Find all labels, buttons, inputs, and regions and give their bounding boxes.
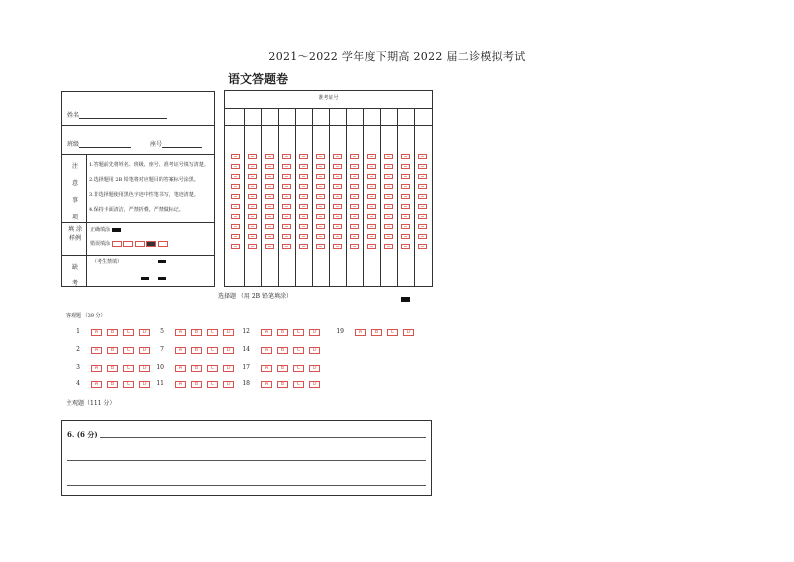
option-c-bubble[interactable]: C [207,347,218,354]
exam-digit-bubble[interactable] [231,194,240,199]
question-number: 10 [156,364,164,371]
exam-digit-bubble[interactable] [384,214,393,219]
option-b-bubble[interactable]: B [107,347,118,354]
option-a-bubble[interactable]: A [175,347,186,354]
note-item: 2.选择题用 2B 铅笔将对应题目的答案标号涂黑。 [89,177,199,183]
exam-digit-bubble[interactable] [401,164,410,169]
question-6-label: 6. (6 分) [67,430,98,439]
option-b-bubble[interactable]: B [107,329,118,336]
exam-digit-bubble[interactable] [299,194,308,199]
exam-digit-bubble[interactable] [384,204,393,209]
option-a-bubble[interactable]: A [175,381,186,388]
option-b-bubble[interactable]: B [191,347,202,354]
exam-digit-bubble[interactable] [418,164,427,169]
exam-digit-bubble[interactable] [418,234,427,239]
option-a-bubble[interactable]: A [355,329,366,336]
exam-digit-bubble[interactable] [265,244,274,249]
exam-digit-bubble[interactable] [248,194,257,199]
exam-digit-bubble[interactable] [299,214,308,219]
choice-instruction: 选择题 （用 2B 铅笔填涂） [218,293,292,300]
exam-digit-bubble[interactable] [350,244,359,249]
option-a-bubble[interactable]: A [261,381,272,388]
exam-digit-bubble[interactable] [350,234,359,239]
exam-digit-bubble[interactable] [316,224,325,229]
exam-digit-bubble[interactable] [299,244,308,249]
exam-digit-bubble[interactable] [418,174,427,179]
option-d-bubble[interactable]: D [139,329,150,336]
notes-label: 注 意 事 项 [71,163,78,221]
exam-digit-bubble[interactable] [282,204,291,209]
fill-sample-label: 填 涂 样例 [68,226,82,242]
exam-digit-bubble[interactable] [401,204,410,209]
exam-digit-bubble[interactable] [248,244,257,249]
student-info-box [61,91,215,287]
exam-digit-bubble[interactable] [401,234,410,239]
answer-box-q6 [61,420,432,496]
exam-digit-bubble[interactable] [265,174,274,179]
option-a-bubble[interactable]: A [261,347,272,354]
option-b-bubble[interactable]: B [107,365,118,372]
exam-digit-bubble[interactable] [316,164,325,169]
question-number: 3 [76,364,80,371]
timing-mark [401,297,410,302]
option-a-bubble[interactable]: A [175,365,186,372]
exam-digit-bubble[interactable] [248,214,257,219]
exam-digit-bubble[interactable] [384,174,393,179]
exam-digit-bubble[interactable] [265,154,274,159]
exam-digit-bubble[interactable] [367,234,376,239]
exam-digit-bubble[interactable] [418,204,427,209]
exam-digit-bubble[interactable] [350,204,359,209]
exam-digit-bubble[interactable] [248,174,257,179]
exam-digit-bubble[interactable] [248,154,257,159]
option-a-bubble[interactable]: A [261,329,272,336]
name-field[interactable]: 姓名 [67,110,167,119]
question-number: 11 [156,380,164,387]
exam-digit-bubble[interactable] [333,234,342,239]
exam-number-title: 准考证号 [318,95,339,101]
exam-digit-bubble[interactable] [265,204,274,209]
option-b-bubble[interactable]: B [191,381,202,388]
option-c-bubble[interactable]: C [207,365,218,372]
option-d-bubble[interactable]: D [309,365,320,372]
exam-digit-bubble[interactable] [350,224,359,229]
exam-digit-bubble[interactable] [316,204,325,209]
question-number: 1 [76,328,80,335]
option-b-bubble[interactable]: B [277,329,288,336]
exam-digit-bubble[interactable] [282,154,291,159]
question-number: 2 [76,346,80,353]
option-d-bubble[interactable]: D [223,381,234,388]
option-d-bubble[interactable]: D [223,365,234,372]
exam-digit-bubble[interactable] [316,184,325,189]
option-c-bubble[interactable]: C [123,347,134,354]
exam-digit-bubble[interactable] [231,204,240,209]
option-a-bubble[interactable]: A [91,381,102,388]
exam-digit-bubble[interactable] [401,154,410,159]
exam-digit-bubble[interactable] [299,184,308,189]
option-b-bubble[interactable]: B [191,329,202,336]
wrong-fill-sample: 错误填涂 [90,240,168,247]
exam-digit-bubble[interactable] [333,194,342,199]
option-d-bubble[interactable]: D [223,329,234,336]
exam-digit-bubble[interactable] [333,244,342,249]
option-c-bubble[interactable]: C [293,329,304,336]
option-c-bubble[interactable]: C [207,381,218,388]
exam-digit-bubble[interactable] [316,194,325,199]
exam-digit-bubble[interactable] [401,244,410,249]
exam-digit-bubble[interactable] [333,224,342,229]
exam-digit-bubble[interactable] [418,194,427,199]
exam-digit-bubble[interactable] [299,174,308,179]
exam-digit-bubble[interactable] [316,234,325,239]
exam-digit-bubble[interactable] [248,234,257,239]
note-item: 4.保持卡面清洁，严禁折叠，严禁做标记。 [89,207,184,213]
exam-digit-bubble[interactable] [299,224,308,229]
exam-digit-bubble[interactable] [299,204,308,209]
exam-digit-bubble[interactable] [333,204,342,209]
exam-digit-bubble[interactable] [265,194,274,199]
exam-digit-bubble[interactable] [350,184,359,189]
exam-digit-bubble[interactable] [282,174,291,179]
option-b-bubble[interactable]: B [277,381,288,388]
option-c-bubble[interactable]: C [207,329,218,336]
option-d-bubble[interactable]: D [223,347,234,354]
exam-digit-bubble[interactable] [401,184,410,189]
exam-digit-bubble[interactable] [367,164,376,169]
absent-mark[interactable] [141,277,149,280]
option-c-bubble[interactable]: C [293,365,304,372]
exam-digit-bubble[interactable] [367,204,376,209]
exam-digit-bubble[interactable] [299,164,308,169]
question-number: 19 [336,328,344,335]
exam-digit-bubble[interactable] [401,174,410,179]
exam-digit-bubble[interactable] [316,174,325,179]
exam-digit-bubble[interactable] [350,214,359,219]
exam-digit-bubble[interactable] [367,244,376,249]
exam-digit-bubble[interactable] [265,164,274,169]
exam-digit-bubble[interactable] [367,154,376,159]
exam-digit-bubble[interactable] [418,214,427,219]
class-field[interactable]: 班级 [67,139,131,148]
exam-digit-bubble[interactable] [367,174,376,179]
exam-digit-bubble[interactable] [350,174,359,179]
option-a-bubble[interactable]: A [91,365,102,372]
exam-digit-bubble[interactable] [333,154,342,159]
option-b-bubble[interactable]: B [277,365,288,372]
exam-digit-bubble[interactable] [418,224,427,229]
exam-digit-bubble[interactable] [231,214,240,219]
exam-digit-bubble[interactable] [299,154,308,159]
option-d-bubble[interactable]: D [403,329,414,336]
exam-digit-bubble[interactable] [316,244,325,249]
option-d-bubble[interactable]: D [139,365,150,372]
exam-digit-bubble[interactable] [384,184,393,189]
question-number: 5 [160,328,164,335]
exam-digit-bubble[interactable] [367,224,376,229]
option-a-bubble[interactable]: A [261,365,272,372]
exam-digit-bubble[interactable] [401,224,410,229]
seat-field[interactable]: 座号 [150,139,202,148]
exam-digit-bubble[interactable] [384,164,393,169]
exam-digit-bubble[interactable] [248,204,257,209]
question-number: 18 [242,380,250,387]
question-number: 7 [160,346,164,353]
option-c-bubble[interactable]: C [387,329,398,336]
exam-digit-bubble[interactable] [231,174,240,179]
exam-digit-bubble[interactable] [231,244,240,249]
question-number: 4 [76,380,80,387]
option-d-bubble[interactable]: D [139,347,150,354]
exam-digit-bubble[interactable] [350,154,359,159]
exam-digit-bubble[interactable] [367,194,376,199]
exam-digit-bubble[interactable] [384,234,393,239]
exam-digit-bubble[interactable] [248,184,257,189]
exam-digit-bubble[interactable] [367,214,376,219]
exam-digit-bubble[interactable] [248,224,257,229]
option-d-bubble[interactable]: D [309,347,320,354]
notes-list [89,158,215,218]
exam-digit-bubble[interactable] [401,194,410,199]
exam-digit-bubble[interactable] [265,214,274,219]
option-a-bubble[interactable]: A [91,347,102,354]
question-number: 14 [242,346,250,353]
page-title: 2021～2022 学年度下期高 2022 届二诊模拟考试 [268,50,526,63]
exam-digit-bubble[interactable] [384,194,393,199]
option-c-bubble[interactable]: C [123,381,134,388]
absent-mark[interactable] [158,277,166,280]
exam-digit-bubble[interactable] [333,174,342,179]
exam-digit-bubble[interactable] [299,234,308,239]
absent-note: （考生禁填） [92,259,123,265]
exam-digit-bubble[interactable] [231,154,240,159]
correct-fill-sample: 正确填涂 [90,226,121,233]
option-b-bubble[interactable]: B [191,365,202,372]
option-c-bubble[interactable]: C [293,381,304,388]
exam-digit-bubble[interactable] [350,164,359,169]
exam-digit-bubble[interactable] [265,184,274,189]
exam-digit-bubble[interactable] [333,214,342,219]
option-b-bubble[interactable]: B [371,329,382,336]
exam-digit-bubble[interactable] [418,154,427,159]
exam-digit-bubble[interactable] [231,224,240,229]
exam-digit-bubble[interactable] [265,224,274,229]
exam-digit-bubble[interactable] [316,214,325,219]
exam-digit-bubble[interactable] [282,244,291,249]
exam-digit-bubble[interactable] [384,244,393,249]
option-c-bubble[interactable]: C [123,365,134,372]
answer-line[interactable] [67,460,426,461]
subjective-label: 主观题（111 分） [66,400,116,407]
exam-digit-bubble[interactable] [282,184,291,189]
exam-digit-bubble[interactable] [333,184,342,189]
exam-digit-bubble[interactable] [333,164,342,169]
option-a-bubble[interactable]: A [175,329,186,336]
note-item: 1.答题前先将姓名、班级、座号、准考证号填写清楚。 [89,162,209,168]
exam-digit-bubble[interactable] [384,224,393,229]
exam-digit-bubble[interactable] [282,214,291,219]
option-b-bubble[interactable]: B [277,347,288,354]
exam-digit-bubble[interactable] [265,234,274,239]
note-item: 3.非选择题使用黑色字迹中性笔书写，笔迹清楚。 [89,192,199,198]
exam-digit-bubble[interactable] [350,194,359,199]
absent-label: 缺 考 [71,264,78,287]
sheet-subtitle: 语文答题卷 [228,72,289,86]
exam-digit-bubble[interactable] [282,234,291,239]
exam-digit-bubble[interactable] [231,234,240,239]
option-b-bubble[interactable]: B [107,381,118,388]
question-number: 17 [242,364,250,371]
objective-label: 客观题 （39 分） [66,313,106,319]
exam-digit-bubble[interactable] [401,214,410,219]
exam-digit-bubble[interactable] [282,194,291,199]
option-c-bubble[interactable]: C [293,347,304,354]
answer-line[interactable] [67,485,426,486]
exam-digit-bubble[interactable] [316,154,325,159]
exam-digit-bubble[interactable] [231,164,240,169]
exam-digit-bubble[interactable] [248,164,257,169]
exam-digit-bubble[interactable] [282,164,291,169]
question-number: 12 [242,328,250,335]
exam-digit-bubble[interactable] [418,244,427,249]
exam-digit-bubble[interactable] [418,184,427,189]
option-d-bubble[interactable]: D [309,381,320,388]
exam-digit-bubble[interactable] [231,184,240,189]
exam-digit-bubble[interactable] [384,154,393,159]
exam-number-grid [224,90,433,287]
absent-mark[interactable] [158,260,166,263]
exam-digit-bubble[interactable] [282,224,291,229]
option-d-bubble[interactable]: D [309,329,320,336]
option-a-bubble[interactable]: A [91,329,102,336]
option-c-bubble[interactable]: C [123,329,134,336]
option-d-bubble[interactable]: D [139,381,150,388]
exam-digit-bubble[interactable] [367,184,376,189]
